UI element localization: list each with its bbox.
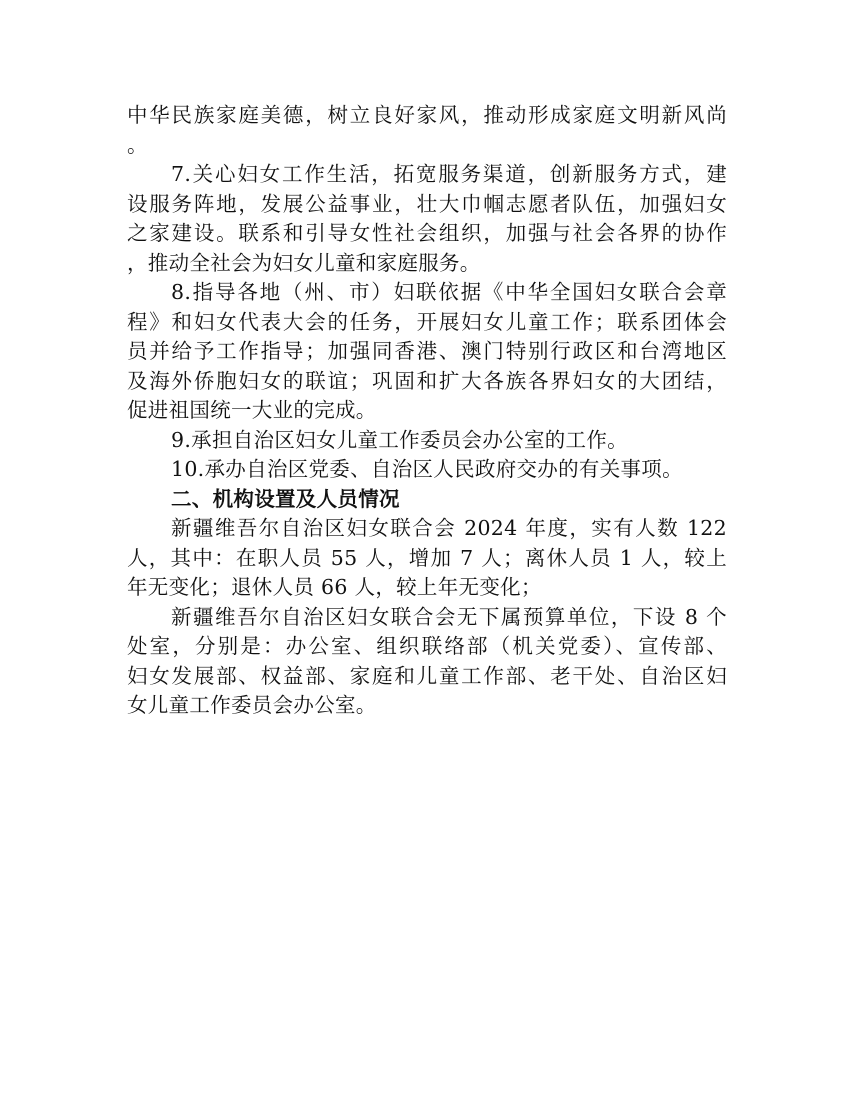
paragraph-line: 设服务阵地，发展公益事业，壮大巾帼志愿者队伍，加强妇女 (127, 191, 727, 216)
paragraph-line: 妇女发展部、权益部、家庭和儿童工作部、老干处、自治区妇 (127, 663, 727, 688)
paragraph-line: 10.承办自治区党委、自治区人民政府交办的有关事项。 (171, 457, 683, 481)
paragraph-line: 女儿童工作委员会办公室。 (127, 693, 377, 717)
paragraph-line: 9.承担自治区妇女儿童工作委员会办公室的工作。 (171, 427, 628, 452)
section-heading: 二、机构设置及人员情况 (171, 486, 400, 511)
paragraph-line: 促进祖国统一大业的完成。 (127, 398, 377, 422)
document-body (127, 101, 727, 721)
paragraph-line: 新疆维吾尔自治区妇女联合会无下属预算单位，下设 8 个 (171, 604, 727, 629)
paragraph-line: 年无变化；退休人员 66 人，较上年无变化； (127, 575, 542, 599)
paragraph-line: 8.指导各地（州、市）妇联依据《中华全国妇女联合会章 (171, 280, 727, 304)
paragraph-line: 。 (127, 132, 148, 157)
paragraph-line: ，推动全社会为妇女儿童和家庭服务。 (127, 250, 481, 275)
paragraph-line: 处室，分别是：办公室、组织联络部（机关党委）、宣传部、 (127, 634, 727, 658)
paragraph-line: 程》和妇女代表大会的任务，开展妇女儿童工作；联系团体会 (127, 309, 727, 334)
paragraph-line: 及海外侨胞妇女的联谊；巩固和扩大各族各界妇女的大团结， (127, 368, 727, 393)
paragraph-line: 新疆维吾尔自治区妇女联合会 2024 年度，实有人数 122 (171, 516, 727, 540)
paragraph-line: 7.关心妇女工作生活，拓宽服务渠道，创新服务方式，建 (171, 162, 727, 186)
paragraph-line: 人，其中：在职人员 55 人，增加 7 人；离休人员 1 人，较上 (127, 545, 727, 570)
paragraph-line: 中华民族家庭美德，树立良好家风，推动形成家庭文明新风尚 (127, 103, 727, 127)
paragraph-line: 员并给予工作指导；加强同香港、澳门特别行政区和台湾地区 (127, 339, 727, 363)
paragraph-line: 之家建设。联系和引导女性社会组织，加强与社会各界的协作 (127, 221, 727, 245)
